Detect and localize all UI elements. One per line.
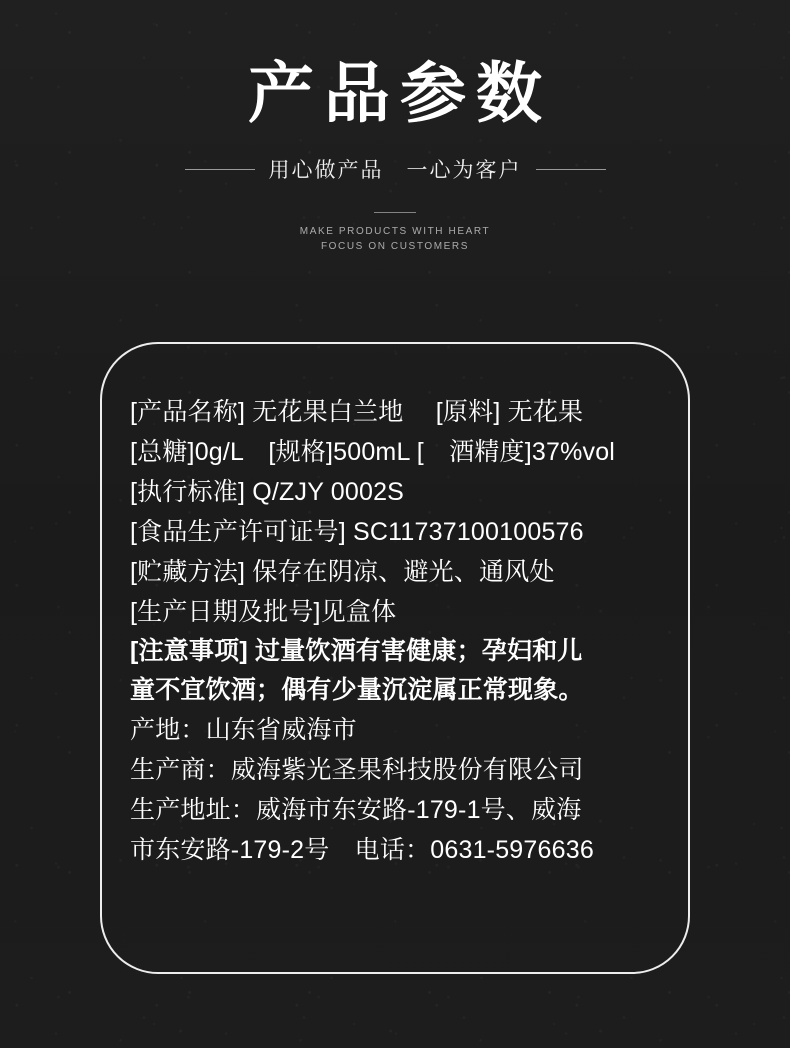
- english-tagline-line1: MAKE PRODUCTS WITH HEART: [299, 226, 491, 237]
- spec-line: [产品名称] 无花果白兰地 [原料] 无花果: [130, 398, 584, 426]
- divider-left: [185, 169, 255, 170]
- spec-line: 生产商：威海紫光圣果科技股份有限公司: [130, 756, 584, 784]
- page-title: 产品参数: [248, 58, 552, 131]
- spec-line: [总糖]0g/L [规格]500mL [ 酒精度]37%vol: [130, 438, 616, 466]
- spec-line: 生产地址：威海市东安路-179-1号、威海: [130, 796, 582, 824]
- spec-line: 产地：山东省威海市: [130, 716, 357, 744]
- spec-line: [执行标准] Q/ZJY 0002S: [130, 478, 405, 506]
- spec-line: [贮藏方法] 保存在阴凉、避光、通风处: [130, 558, 555, 586]
- page-subtitle: 用心做产品 一心为客户: [268, 159, 522, 182]
- spec-line: [食品生产许可证号] SC11737100100576: [130, 518, 584, 546]
- spec-card: [100, 342, 690, 974]
- spec-line: 市东安路-179-2号 电话：0631-5976636: [130, 836, 594, 864]
- page-header: [0, 0, 790, 254]
- english-tagline-line2: FOCUS ON CUSTOMERS: [320, 240, 470, 252]
- spec-line-warning: [注意事项] 过量饮酒有害健康；孕妇和儿: [130, 637, 583, 665]
- divider-right: [536, 169, 606, 170]
- divider-center: [374, 212, 416, 213]
- spec-line-warning: 童不宜饮酒；偶有少量沉淀属正常现象。: [130, 676, 584, 704]
- spec-card-content: [102, 344, 688, 870]
- spec-line: [生产日期及批号]见盒体: [130, 598, 397, 626]
- subtitle-row: [0, 154, 790, 184]
- english-tagline: [0, 225, 790, 254]
